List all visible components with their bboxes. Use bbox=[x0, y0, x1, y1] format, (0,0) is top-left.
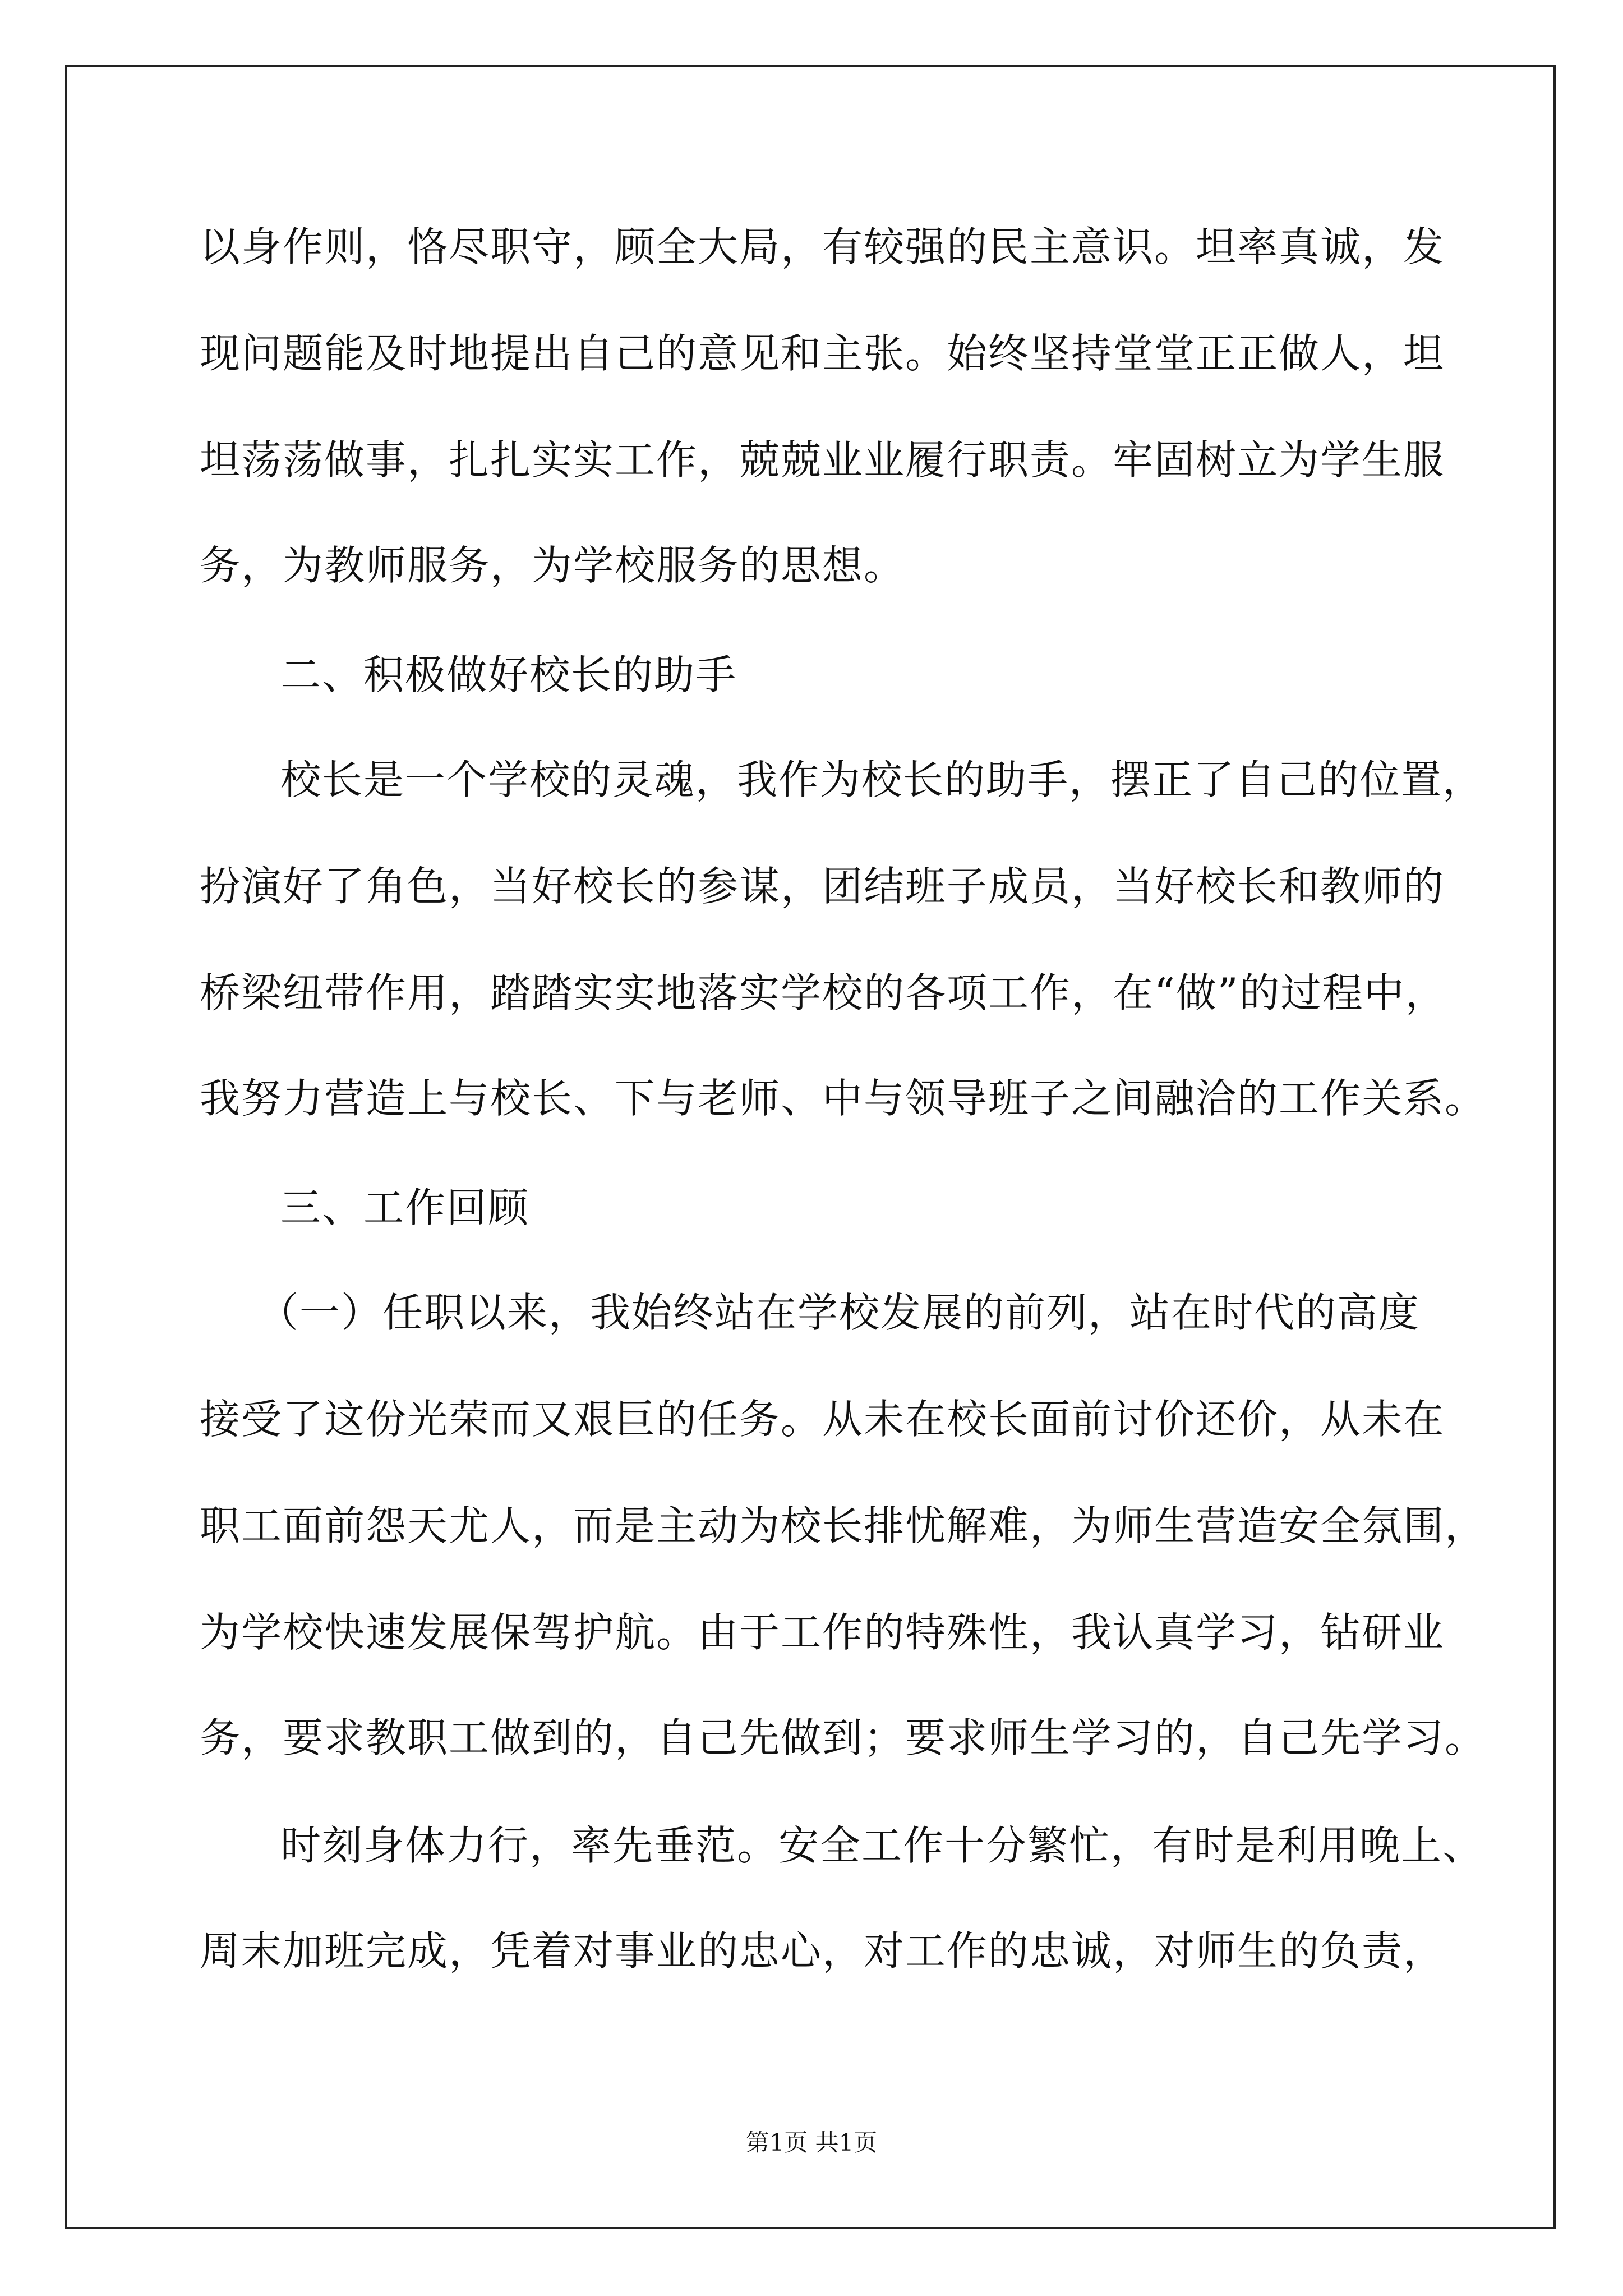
page-number-footer: 第1页 共1页 bbox=[745, 2129, 878, 2156]
paragraph-3-line-3: 职工面前怨天尤人，而是主动为校长排忧解难，为师生营造安全氛围， bbox=[200, 1502, 1487, 1549]
paragraph-2-line-4: 我努力营造上与校长、下与老师、中与领导班子之间融洽的工作关系。 bbox=[200, 1075, 1487, 1122]
paragraph-4-line-1: 时刻身体力行，率先垂范。安全工作十分繁忙，有时是利用晚上、 bbox=[280, 1822, 1484, 1869]
paragraph-3-line-1: （一）任职以来，我始终站在学校发展的前列，站在时代的高度 bbox=[258, 1289, 1421, 1336]
paragraph-2-line-1: 校长是一个学校的灵魂，我作为校长的助手，摆正了自己的位置， bbox=[280, 756, 1484, 803]
section-heading-3: 三、工作回顾 bbox=[280, 1184, 530, 1231]
paragraph-4-line-2: 周末加班完成，凭着对事业的忠心，对工作的忠诚，对师生的负责， bbox=[200, 1927, 1445, 1975]
paragraph-2-line-2: 扮演好了角色，当好校长的参谋，团结班子成员，当好校长和教师的 bbox=[200, 863, 1445, 910]
paragraph-1-line-3: 坦荡荡做事，扎扎实实工作，兢兢业业履行职责。牢固树立为学生服 bbox=[200, 436, 1445, 484]
page-border bbox=[65, 65, 1556, 2229]
section-heading-2: 二、积极做好校长的助手 bbox=[280, 651, 737, 698]
paragraph-3-line-2: 接受了这份光荣而又艰巨的任务。从未在校长面前讨价还价，从未在 bbox=[200, 1396, 1445, 1443]
paragraph-1-line-2: 现问题能及时地提出自己的意见和主张。始终坚持堂堂正正做人，坦 bbox=[200, 330, 1445, 377]
paragraph-3-line-4: 为学校快速发展保驾护航。由于工作的特殊性，我认真学习，钻研业 bbox=[200, 1609, 1445, 1656]
paragraph-1-line-4: 务，为教师服务，为学校服务的思想。 bbox=[200, 542, 906, 589]
paragraph-1-line-1: 以身作则，恪尽职守，顾全大局，有较强的民主意识。坦率真诚，发 bbox=[200, 223, 1445, 270]
paragraph-3-line-5: 务，要求教职工做到的，自己先做到；要求师生学习的，自己先学习。 bbox=[200, 1714, 1487, 1761]
paragraph-2-line-3: 桥梁纽带作用，踏踏实实地落实学校的各项工作，在“做”的过程中， bbox=[200, 969, 1447, 1016]
